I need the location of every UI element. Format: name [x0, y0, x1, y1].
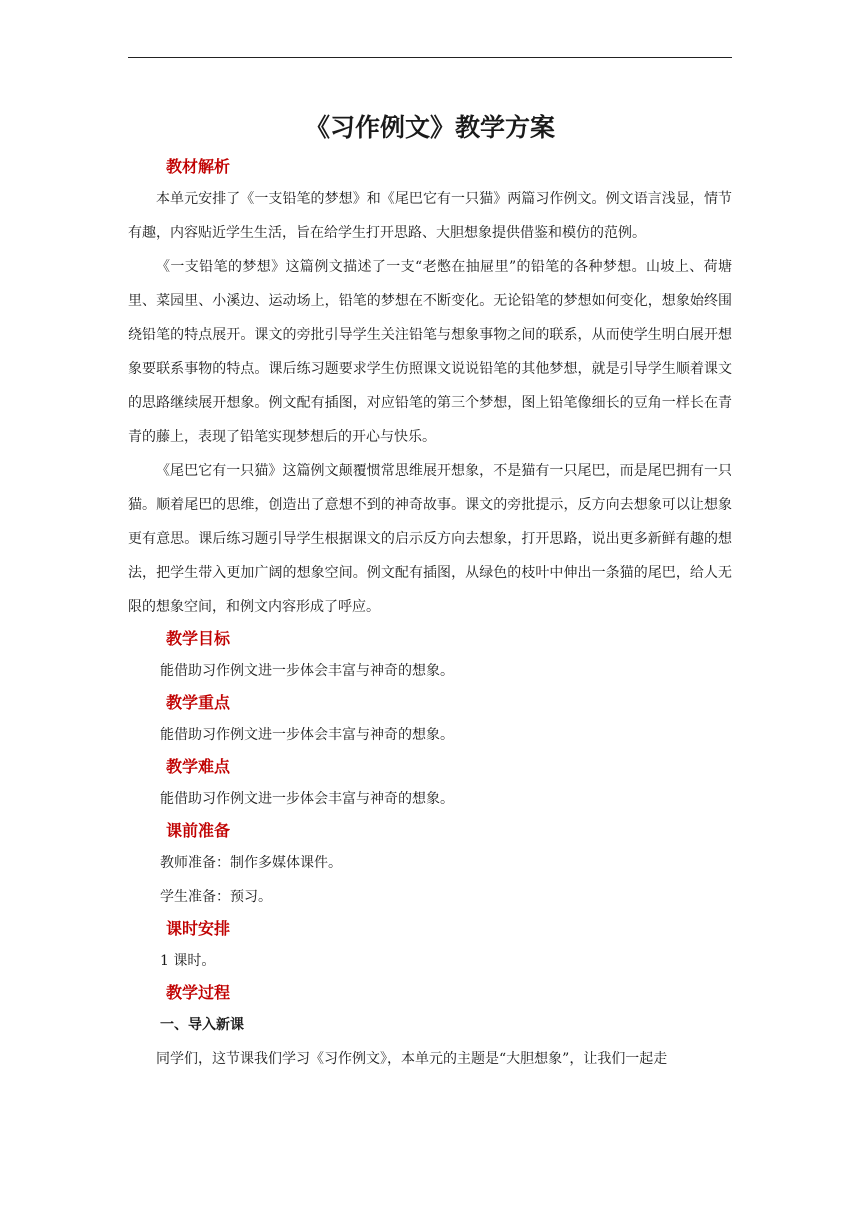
goals-text: 能借助习作例文进一步体会丰富与神奇的想象。 — [160, 663, 454, 679]
process-step-heading: 一、导入新课 — [160, 1017, 244, 1033]
teacher-preparation: 教师准备：制作多媒体课件。 — [160, 855, 342, 871]
student-preparation: 学生准备：预习。 — [160, 889, 272, 905]
header-rule — [128, 57, 732, 58]
section-heading-difficulties: 教学难点 — [166, 757, 231, 776]
section-heading-preparation: 课前准备 — [166, 821, 231, 840]
document-body — [128, 108, 732, 1076]
schedule-text: 1 课时。 — [160, 953, 216, 969]
paragraph: 《一支铅笔的梦想》这篇例文描述了一支“老憋在抽屉里”的铅笔的各种梦想。山坡上、荷塘里、菜园里、小溪边、运动场上，铅笔的梦想在不断变化。无论铅笔的梦想如何变化，想象始终围绕铅笔的特点展开。课文的旁批引导学生关注铅笔与想象事物之间的联系，从而使学生明白展开想象要联系事物的特点。课后练习题要求学生仿照课文说说铅笔的其他梦想，就是引导学生顺着课文的思路继续展开想象。例文配有插图，对应铅笔的第三个梦想，图上铅笔像细长的豆角一样长在青青的藤上，表现了铅笔实现梦想后的开心与快乐。 — [128, 259, 732, 445]
keypoints-text: 能借助习作例文进一步体会丰富与神奇的想象。 — [160, 727, 454, 743]
page-title: 《习作例文》教学方案 — [304, 113, 555, 142]
paragraph: 《尾巴它有一只猫》这篇例文颠覆惯常思维展开想象，不是猫有一只尾巴，而是尾巴拥有一只猫。顺着尾巴的思维，创造出了意想不到的神奇故事。课文的旁批提示，反方向去想象可以让想象更有意思。课后练习题引导学生根据课文的启示反方向去想象，打开思路，说出更多新鲜有趣的想法，把学生带入更加广阔的想象空间。例文配有插图，从绿色的枝叶中伸出一条猫的尾巴，给人无限的想象空间，和例文内容形成了呼应。 — [128, 463, 732, 615]
paragraph: 本单元安排了《一支铅笔的梦想》和《尾巴它有一只猫》两篇习作例文。例文语言浅显，情节有趣，内容贴近学生生活，旨在给学生打开思路、大胆想象提供借鉴和模仿的范例。 — [128, 191, 732, 241]
difficulties-text: 能借助习作例文进一步体会丰富与神奇的想象。 — [160, 791, 454, 807]
section-heading-goals: 教学目标 — [166, 629, 231, 648]
section-heading-process: 教学过程 — [166, 983, 231, 1002]
section-heading-schedule: 课时安排 — [166, 919, 231, 938]
section-heading-analysis: 教材解析 — [166, 157, 231, 176]
section-heading-keypoints: 教学重点 — [166, 693, 231, 712]
paragraph: 同学们，这节课我们学习《习作例文》，本单元的主题是“大胆想象”，让我们一起走 — [156, 1051, 668, 1067]
